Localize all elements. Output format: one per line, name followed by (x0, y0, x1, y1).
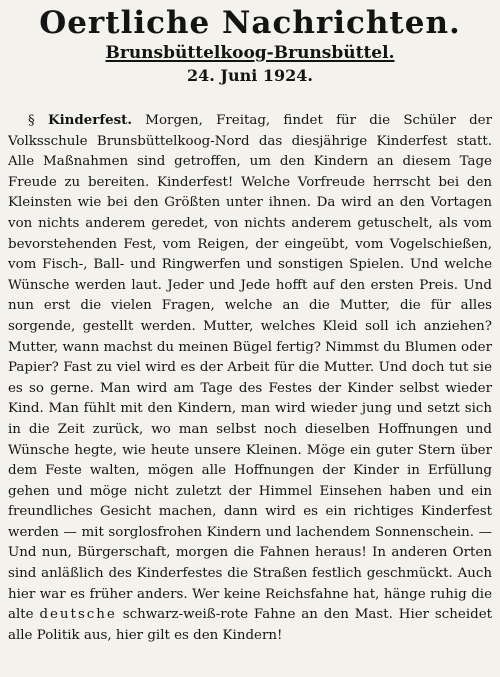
dateline: 24. Juni 1924. (187, 66, 313, 85)
article-body (8, 110, 492, 646)
section-mark: § (28, 113, 35, 128)
article-headword: Kinderfest. (47, 112, 133, 128)
location-heading: Brunsbüttelkoog-Brunsbüttel. (105, 43, 395, 63)
spaced-emphasis-word: deutsche (39, 607, 117, 623)
section-title: Oertliche Nachrichten. (39, 5, 461, 41)
article-text-part-1: Morgen, Freitag, findet für die Schüler der Volksschule Brunsbüttelkoog-Nord das diesjährige Kinderfest statt. Alle Maßnahmen sind getroffen, um den Kindern an diesem Tage Freude zu bereiten. Kinderfest! Welche Vorfreude herrscht bei den Kleinsten wie bei den Größten unter ihnen. Da wird an den Vortagen von nichts anderem geredet, von nichts anderem getuschelt, als vom bevorstehenden Fest, vom Reigen, der eingeübt, vom Vogelschießen, vom Fisch-, Ball- und Ringwerfen und sonstigen Spielen. Und welche Wünsche werden laut. Jeder und Jede hofft auf den ersten Preis. Und nun erst die vielen Fragen, welche an die Mutter, die für alles sorgende, gestellt werden. Mutter, welches Kleid soll ich anziehen? Mutter, wann machst du meinen Bügel fertig? Nimmst du Blumen oder Papier? Fast zu viel wird es der Arbeit für die Mutter. Und doch tut sie es so gerne. Man wird am Tage des Festes der Kinder selbst wieder Kind. Man fühlt mit den Kindern, man wird wieder jung und setzt sich in die Zeit zurück, wo man selbst noch dieselben Hoffnungen und Wünsche hegte, wie heute unsere Kleinen. Möge ein guter Stern über dem Feste walten, mögen alle Hoffnungen der Kinder in Erfüllung gehen und möge nicht zuletzt der Himmel Einsehen haben und ein freundliches Gesicht machen, dann wird es ein richtiges Kinderfest werden — mit sorglosfrohen Kindern und lachendem Sonnenschein. — Und nun, Bürgerschaft, morgen die Fahnen heraus! In anderen Orten sind anläßlich des Kinderfestes die Straßen festlich geschmückt. Auch hier war es früher anders. Wer keine Reichsfahne hat, hänge ruhig die alte (8, 113, 492, 623)
article-text-part-2: schwarz-weiß-rote Fahne an den Mast. Hier scheidet alle Politik aus, hier gilt es den Kindern! (8, 607, 492, 643)
